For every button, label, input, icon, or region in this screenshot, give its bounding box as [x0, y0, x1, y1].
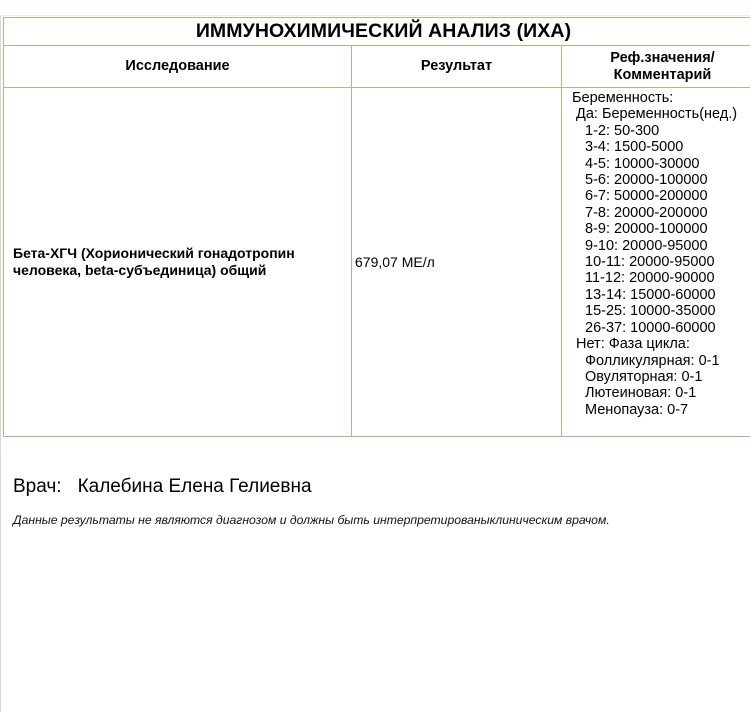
results-table	[3, 17, 750, 437]
reference-line: 11-12: 20000-90000	[585, 270, 715, 287]
reference-line: Лютеиновая: 0-1	[585, 385, 697, 402]
reference-values-cell	[562, 88, 750, 437]
reference-line: 8-9: 20000-100000	[585, 221, 708, 238]
reference-line: 7-8: 20000-200000	[585, 204, 708, 221]
reference-line: 13-14: 15000-60000	[585, 286, 716, 303]
reference-line: 3-4: 1500-5000	[585, 139, 684, 156]
test-name-cell	[4, 88, 352, 437]
previous-page-strip	[0, 0, 750, 16]
reference-line: 15-25: 10000-35000	[585, 303, 716, 320]
reference-line: Беременность:	[572, 90, 674, 106]
header-reference	[562, 46, 750, 88]
reference-line: Фолликулярная: 0-1	[585, 352, 720, 369]
header-reference-line1: Реф.значения/	[610, 49, 715, 66]
reference-line: 6-7: 50000-200000	[585, 188, 708, 205]
page-left-edge	[0, 0, 1, 712]
doctor-signature-line	[13, 476, 312, 498]
reference-line: 26-37: 10000-60000	[585, 319, 716, 336]
reference-line: 9-10: 20000-95000	[585, 237, 708, 254]
reference-line: Овуляторная: 0-1	[585, 368, 703, 385]
result-value: 679,07 МЕ/л	[352, 88, 562, 437]
reference-line: 1-2: 50-300	[585, 122, 660, 139]
table-header-row	[4, 46, 750, 88]
header-result: Результат	[352, 46, 562, 88]
reference-line: 4-5: 10000-30000	[585, 155, 700, 172]
doctor-name: Калебина Елена Гелиевна	[77, 476, 312, 497]
table-title-row	[4, 18, 750, 46]
reference-line: Да: Беременность(нед.)	[576, 106, 738, 123]
header-test: Исследование	[4, 46, 352, 88]
table-row	[4, 88, 750, 437]
header-reference-line2: Комментарий	[613, 66, 712, 83]
doctor-label: Врач:	[13, 476, 62, 497]
disclaimer-text: Данные результаты не являются диагнозом и должны быть интерпретированыклиническим врачом.	[13, 513, 610, 527]
table-title: ИММУНОХИМИЧЕСКИЙ АНАЛИЗ (ИХА)	[4, 18, 750, 46]
reference-line: 10-11: 20000-95000	[585, 254, 715, 271]
reference-line: Нет: Фаза цикла:	[576, 336, 690, 353]
test-name-line1: Бета-ХГЧ (Хорионический гонадотропин	[13, 245, 295, 262]
reference-line: Менопауза: 0-7	[585, 401, 689, 418]
reference-line: 5-6: 20000-100000	[585, 172, 708, 189]
test-name-line2: человека, beta-субъединица) общий	[13, 262, 267, 279]
